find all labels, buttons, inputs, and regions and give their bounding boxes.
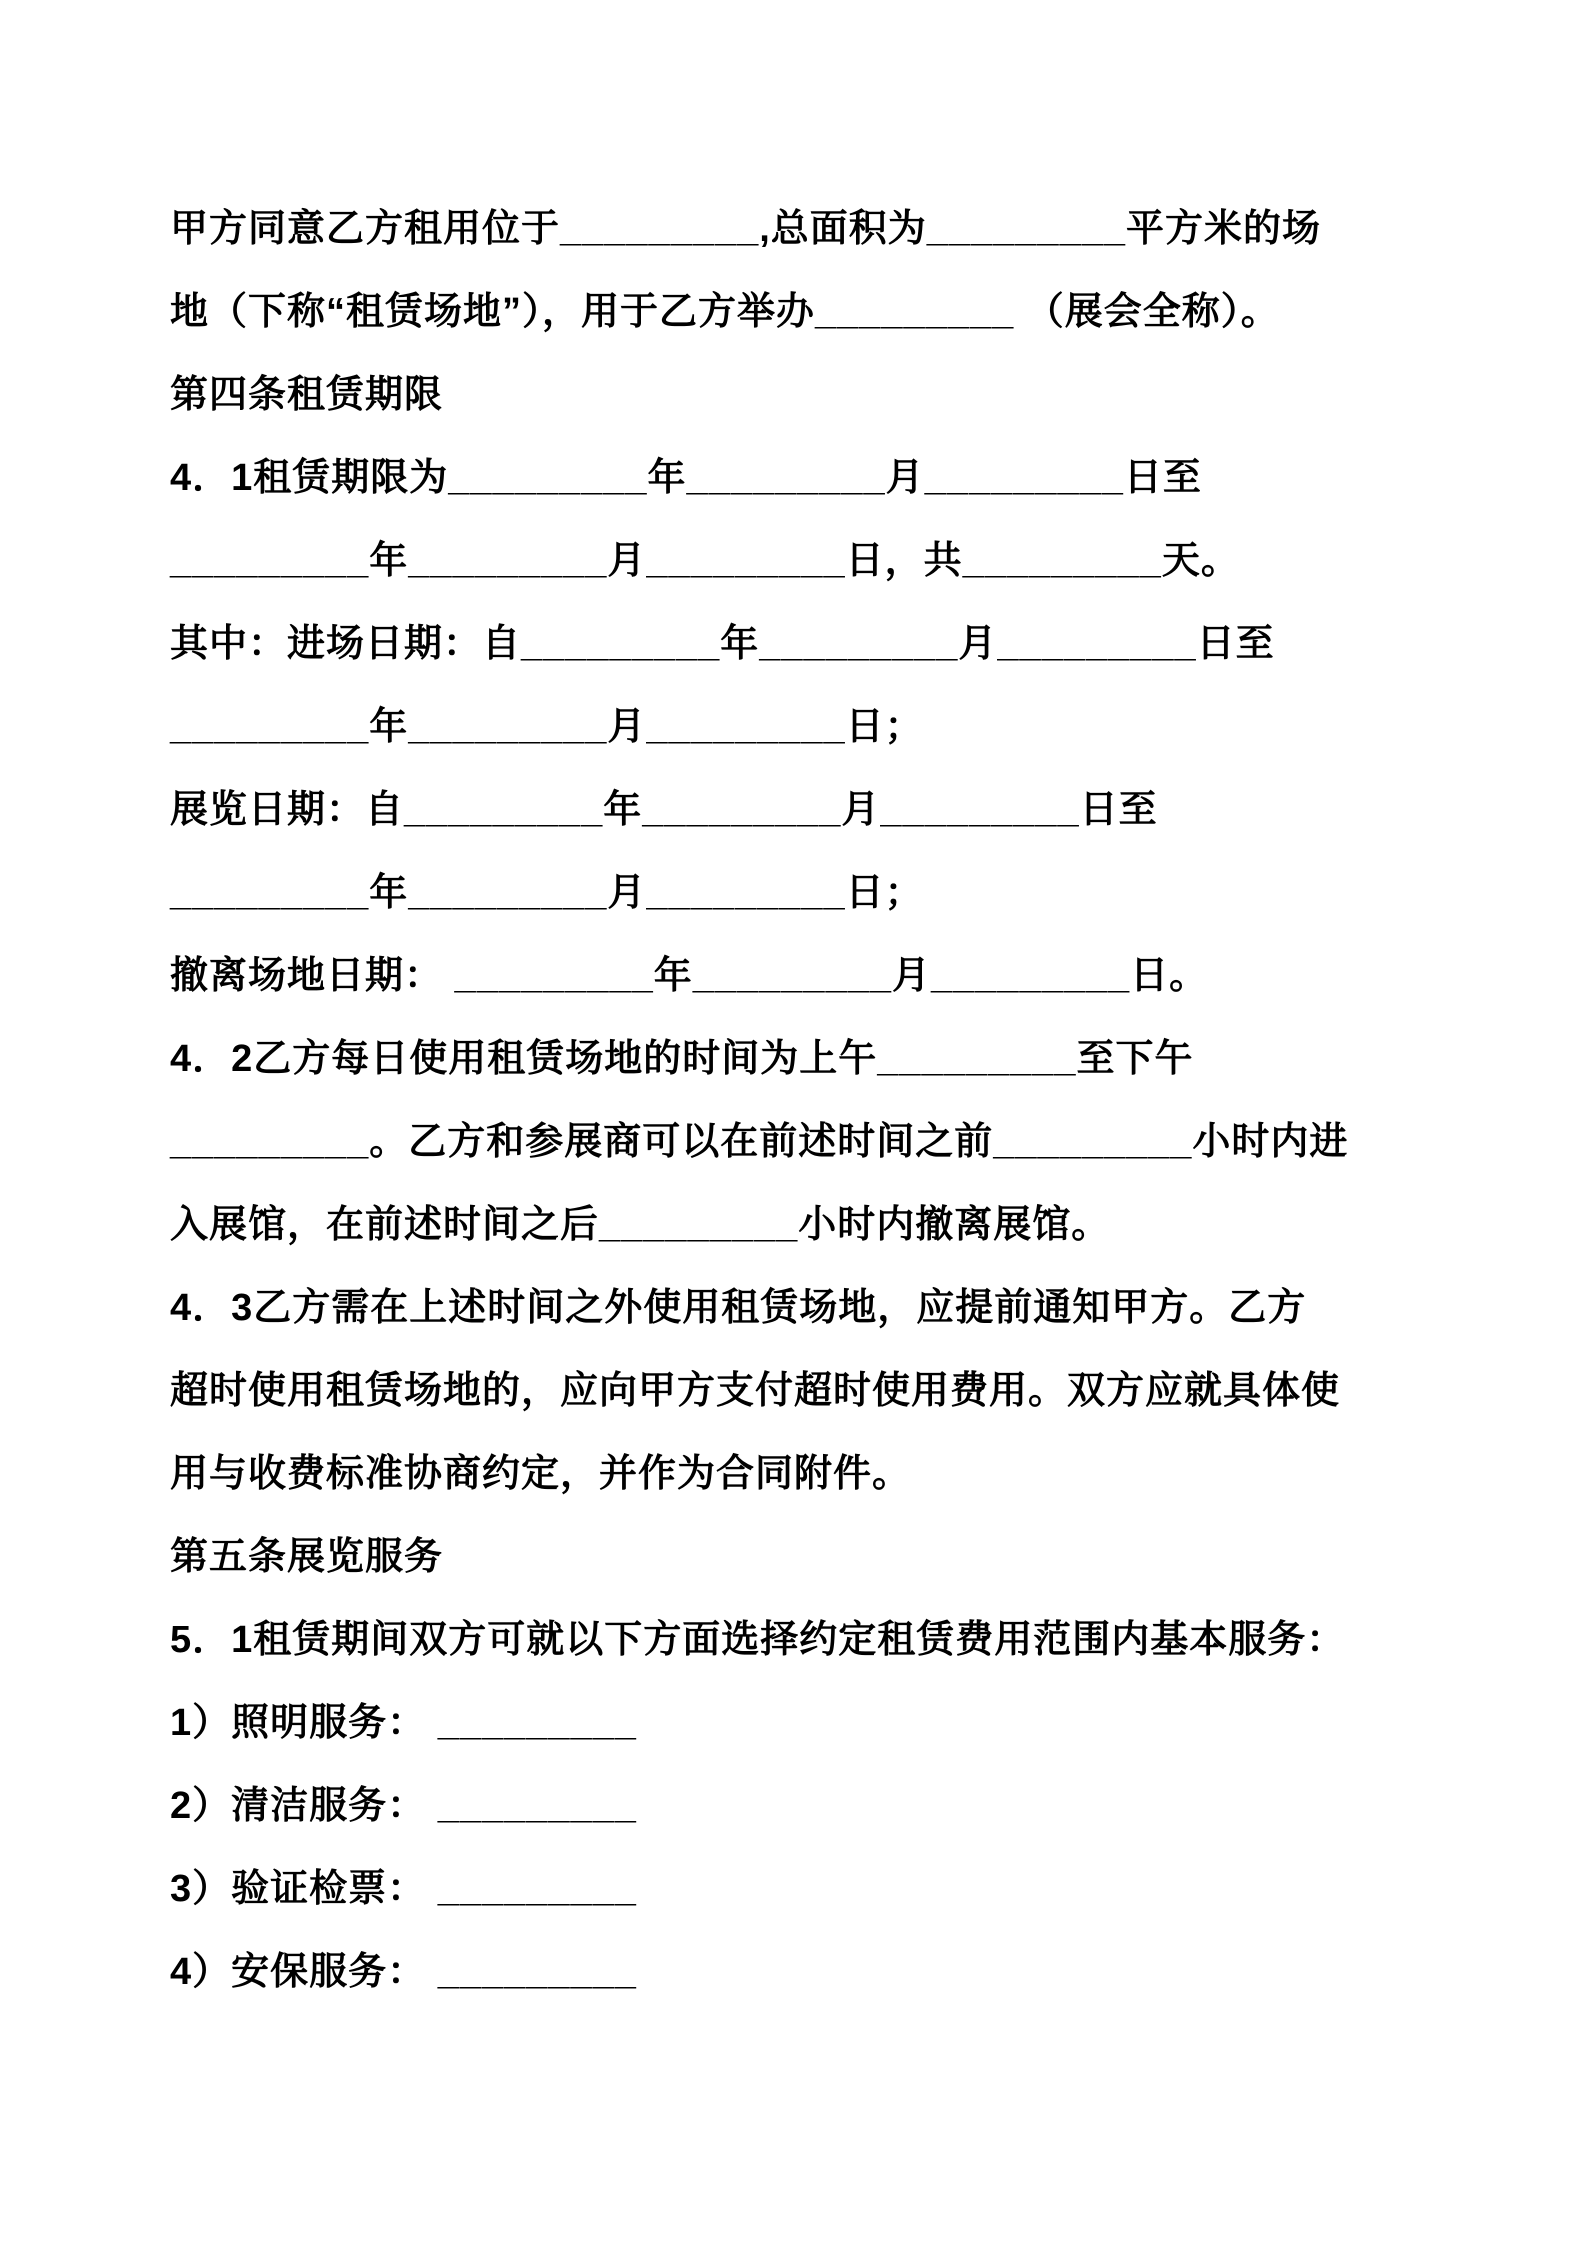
paragraph-line: 用与收费标准协商约定，并作为合同附件。 [170, 1453, 912, 1495]
paragraph-line: _________。乙方和参展商可以在前述时间之前_________小时内进 [170, 1121, 1349, 1163]
document-body [170, 188, 1436, 2014]
list-item-line: 3）验证检票： _________ [170, 1868, 637, 1910]
section-heading: 第五条展览服务 [170, 1536, 444, 1578]
list-item-line: 4）安保服务： _________ [170, 1951, 637, 1993]
section-heading: 第四条租赁期限 [170, 374, 444, 416]
paragraph-line: 入展馆，在前述时间之后_________小时内撤离展馆。 [170, 1204, 1111, 1246]
paragraph-line: 超时使用租赁场地的，应向甲方支付超时使用费用。双方应就具体使 [170, 1370, 1341, 1412]
paragraph-line: 撤离场地日期： _________年_________月_________日。 [170, 955, 1209, 997]
list-item-line: 1）照明服务： _________ [170, 1702, 637, 1744]
paragraph-line: 甲方同意乙方租用位于_________,总面积为_________平方米的场 [170, 208, 1321, 250]
paragraph-line: 4．1租赁期限为_________年_________月_________日至 [170, 457, 1202, 499]
paragraph-line: 5．1租赁期间双方可就以下方面选择约定租赁费用范围内基本服务： [170, 1619, 1346, 1661]
list-item-line: 2）清洁服务： _________ [170, 1785, 637, 1827]
paragraph-line: 其中：进场日期：自_________年_________月_________日至 [170, 623, 1275, 665]
paragraph-line: _________年_________月_________日； [170, 872, 924, 914]
paragraph-line: 地（下称“租赁场地”），用于乙方举办_________ （展会全称）。 [170, 291, 1280, 333]
paragraph-line: _________年_________月_________日； [170, 706, 924, 748]
paragraph-line: 展览日期：自_________年_________月_________日至 [170, 789, 1158, 831]
paragraph-line: 4．3乙方需在上述时间之外使用租赁场地，应提前通知甲方。乙方 [170, 1287, 1307, 1329]
paragraph-line: _________年_________月_________日，共_________天。 [170, 540, 1240, 582]
paragraph-line: 4．2乙方每日使用租赁场地的时间为上午_________至下午 [170, 1038, 1194, 1080]
